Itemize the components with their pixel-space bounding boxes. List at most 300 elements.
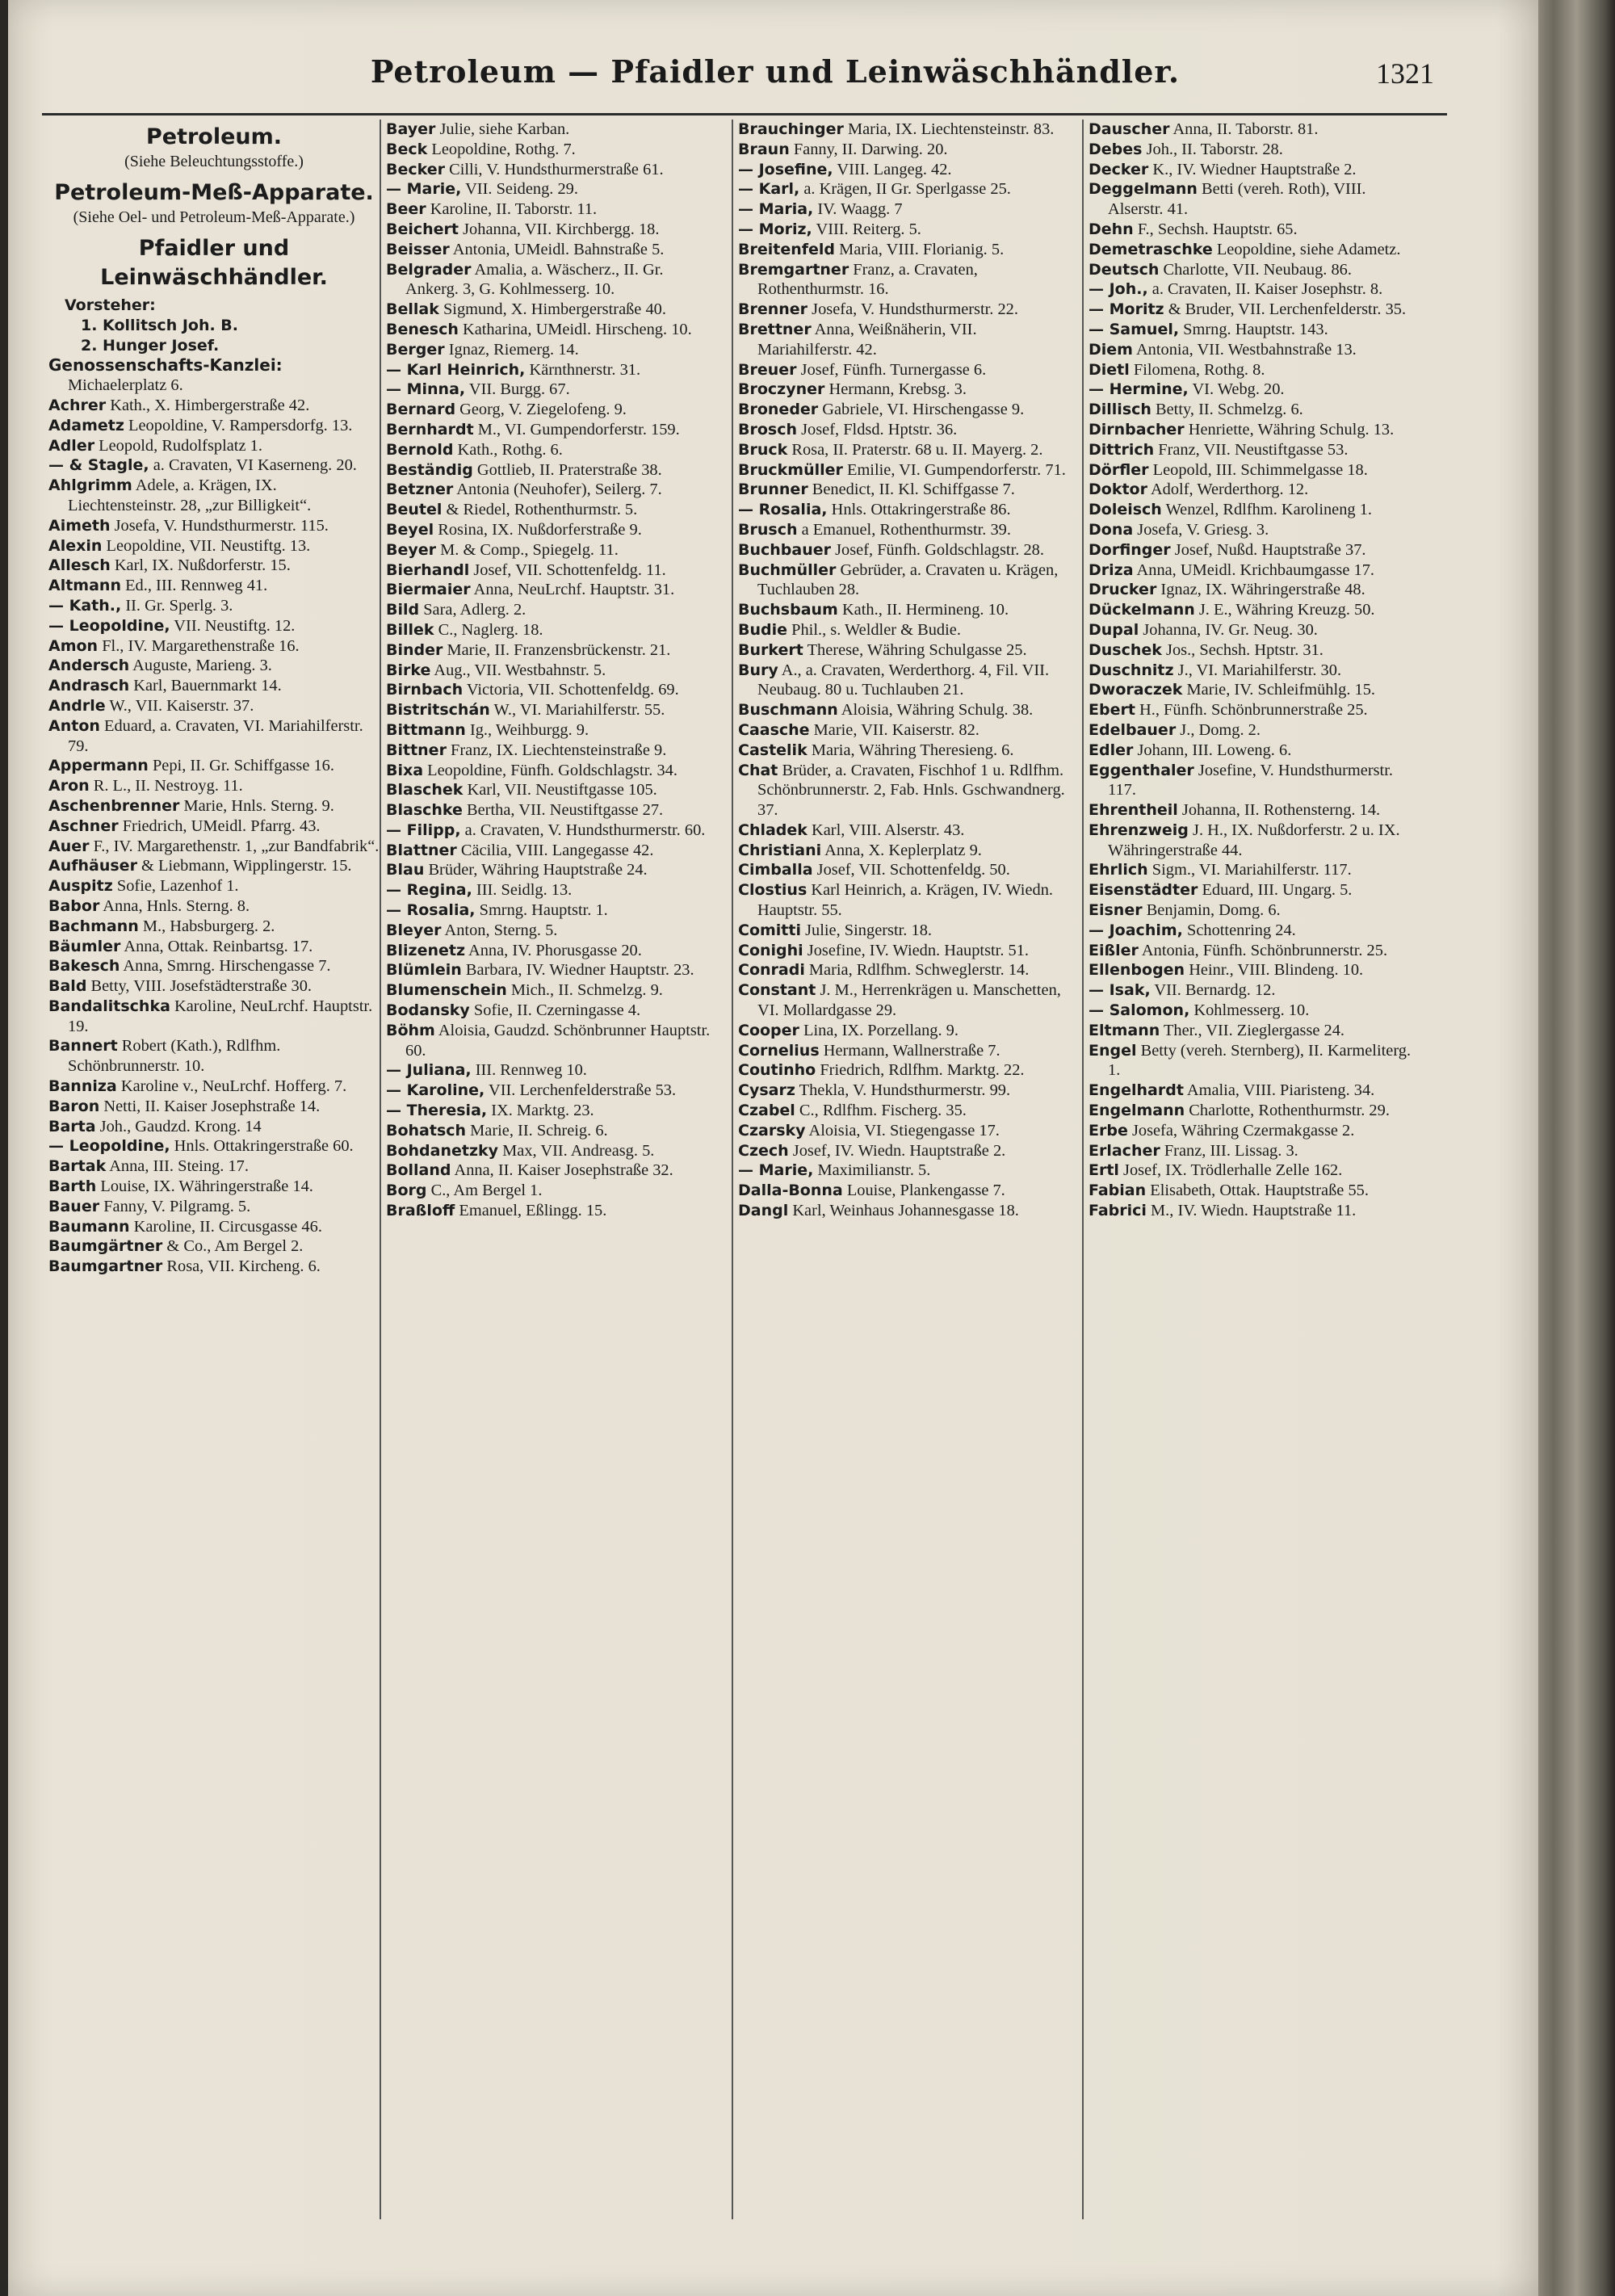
entry-details: C., Rdlfhm. Fischerg. 35. [795,1102,967,1120]
entry-name: Babor [48,896,100,915]
entry-name: Beutel [386,501,443,519]
directory-entry [48,956,380,976]
directory-entry [386,900,717,921]
entry-name: Anton [48,716,100,735]
entry-details: Josef, Fldsd. Hptstr. 36. [797,420,958,439]
entry-details: Leopoldine, VII. Neustiftg. 13. [102,536,311,555]
entry-name: Baumann [48,1217,130,1236]
entry-name: Bernold [386,440,454,459]
entry-details: Josef, Fünfh. Goldschlagstr. 28. [831,540,1044,559]
directory-entry [738,860,1069,880]
entry-name: Bäumler [48,937,121,955]
entry-details: VIII. Reiterg. 5. [812,220,921,238]
entry-details: Benjamin, Domg. 6. [1142,901,1281,920]
entry-details: Robert (Kath.), Rdlfhm. Schönbrunnerstr. 10. [68,1037,281,1076]
directory-entry [1089,980,1420,1001]
directory-entry [386,700,717,720]
entry-details: Karl, Weinhaus Johannesgasse 18. [788,1202,1019,1220]
directory-entry [386,880,717,900]
directory-entry [738,921,1069,941]
directory-entry [1089,460,1420,481]
entry-details: Henriette, Währing Schulg. 13. [1184,420,1395,439]
entry-name: Bittner [386,741,447,759]
entry-details: a. Krägen, II Gr. Sperlgasse 25. [799,180,1011,199]
entry-details: Therese, Währing Schulgasse 25. [803,640,1027,659]
entry-name: — Juliana, [386,1061,472,1080]
entry-details: IV. Waagg. 7 [813,200,903,219]
entry-name: Beisser [386,240,450,258]
entry-name: Bodansky [386,1001,470,1020]
entry-name: Duschek [1089,640,1162,659]
entry-name: Böhm [386,1021,435,1039]
entry-details: Sigm., VI. Mariahilferstr. 117. [1147,861,1352,879]
entry-name: Auspitz [48,877,113,896]
entry-name: Demetraschke [1089,240,1213,258]
entry-details: Amalia, VIII. Piaristeng. 34. [1183,1081,1375,1100]
directory-entry [48,776,380,796]
entry-name: Baron [48,1097,100,1115]
entry-name: Budie [738,620,788,639]
entry-details: Gottlieb, II. Praterstraße 38. [472,460,662,479]
entry-details: Marie, II. Franzensbrückenstr. 21. [443,640,671,659]
entry-name: — Hermine, [1089,380,1189,399]
entry-details: Antonia, UMeidl. Bahnstraße 5. [449,240,665,258]
entry-details: Adolf, Werderthorg. 12. [1147,481,1309,499]
entry-name: Dietl [1089,360,1130,379]
entry-name: Beyer [386,540,437,559]
directory-entry [386,941,717,961]
entry-details: Josef, Fünfh. Turnergasse 6. [796,360,987,379]
entry-name: Allesch [48,556,111,575]
entry-details: Rosa, II. Praterstr. 68 u. II. Mayerg. 2. [787,440,1043,459]
directory-entry [386,340,717,360]
column-divider [732,120,733,2219]
entry-details: Marie, II. Schreig. 6. [466,1121,608,1140]
entry-details: W., VII. Kaiserstr. 37. [105,696,254,715]
entry-details: Kohlmesserg. 10. [1189,1001,1310,1020]
entry-details: Bertha, VII. Neustiftgasse 27. [462,801,664,820]
directory-entry [738,941,1069,961]
directory-entry [1089,941,1420,961]
entry-details: M., Habsburgerg. 2. [138,917,275,935]
entry-details: Brüder, Währing Hauptstraße 24. [424,861,648,879]
directory-entry [386,160,717,180]
entry-details: Barbara, IV. Wiedner Hauptstr. 23. [461,961,694,980]
entry-details: Pepi, II. Gr. Schiffgasse 16. [148,757,334,775]
entry-name: Bruck [738,440,788,459]
entry-details: Marie, IV. Schleifmühlg. 15. [1182,681,1376,699]
directory-entry [48,455,380,476]
directory-entry [1089,1101,1420,1121]
directory-entry [1089,600,1420,620]
entry-details: Betty (vereh. Sternberg), II. Karmeliterg. 1. [1108,1041,1412,1080]
entry-name: Amon [48,636,99,655]
entry-details: Karoline, NeuLrchf. Hauptstr. 19. [68,997,373,1035]
directory-entry [1089,1141,1420,1161]
entry-details: Johanna, VII. Kirchbergg. 18. [459,220,660,238]
entry-details: Josefa, V. Hundsthurmerstr. 22. [808,300,1018,319]
directory-entry [386,780,717,800]
entry-details: a. Cravaten, II. Kaiser Josephstr. 8. [1147,280,1383,299]
directory-entry [48,676,380,696]
entry-details: Josef, IV. Wiedn. Hauptstraße 2. [788,1141,1006,1160]
entry-name: Dörfler [1089,460,1149,479]
entry-details: Franz, IX. Liechtensteinstraße 9. [446,741,667,759]
entry-name: Constant [738,981,816,1000]
directory-entry [738,980,1069,1021]
directory-entry [738,420,1069,440]
entry-details: & Bruder, VII. Lerchenfelderstr. 35. [1164,300,1407,319]
entry-details: A., a. Cravaten, Werderthorg. 4, Fil. VII. Neubaug. 80 u. Tuchlauben 21. [757,661,1050,699]
directory-entry [1089,140,1420,160]
entry-details: Lina, IX. Porzellang. 9. [799,1021,959,1039]
directory-entry [738,220,1069,240]
directory-entry [386,500,717,520]
office-heading: Genossenschafts-Kanzlei: [48,355,283,376]
entry-details: Franz, a. Cravaten, Rothenthurmstr. 16. [757,260,978,299]
directory-entry [386,761,717,781]
entry-name: — Rosalia, [738,501,828,519]
entry-name: Bandalitschka [48,997,170,1015]
entry-name: Blümlein [386,961,462,980]
directory-entry [1089,560,1420,581]
directory-entry [1089,220,1420,240]
directory-entry [1089,1021,1420,1041]
entry-name: Breuer [738,360,797,379]
entry-name: Dona [1089,520,1134,539]
entry-details: Anna, NeuLrchf. Hauptstr. 31. [470,581,675,599]
directory-entry [48,756,380,776]
entry-details: & Riedel, Rothenthurmstr. 5. [442,501,638,519]
directory-entry [1089,661,1420,681]
board-member: 1. Kollitsch Joh. B. [81,316,239,334]
entry-name: Brenner [738,300,808,319]
directory-entry [48,837,380,857]
directory-entry [738,1060,1069,1081]
entry-details: a. Cravaten, VI Kaserneng. 20. [149,456,357,475]
entry-details: IX. Marktg. 23. [487,1102,594,1120]
entry-name: Ahlgrimm [48,476,132,495]
entry-name: Alexin [48,536,103,555]
directory-entry [738,1121,1069,1141]
entry-name: Baumgärtner [48,1237,163,1256]
directory-entry [48,1077,380,1097]
entry-details: Maria, Währing Theresieng. 6. [807,741,1014,759]
entry-name: Edelbauer [1089,720,1177,739]
entry-name: Andrle [48,696,106,715]
directory-entry [738,240,1069,260]
entry-name: Chat [738,761,778,779]
entry-list [386,120,717,1221]
directory-entry [738,880,1069,921]
directory-entry [738,1181,1069,1201]
entry-name: Brauchinger [738,120,844,138]
entry-details: VII. Lerchenfelderstraße 53. [484,1081,677,1100]
entry-name: Breitenfeld [738,240,836,258]
entry-name: Biermaier [386,581,471,599]
directory-entry [738,620,1069,640]
entry-details: Joh., II. Taborstr. 28. [1142,140,1283,158]
entry-name: Dückelmann [1089,601,1195,619]
directory-entry [1089,260,1420,280]
entry-list [738,120,1069,1221]
entry-details: Kath., II. Hermineng. 10. [837,601,1009,619]
entry-details: J. M., Herrenkrägen u. Manschetten, VI. Mollardgasse 29. [757,981,1061,1020]
directory-entry [1089,1041,1420,1081]
directory-entry [48,636,380,657]
directory-entry [48,937,380,957]
directory-entry [738,140,1069,160]
entry-name: Bleyer [386,921,442,939]
entry-name: Buchmüller [738,560,837,579]
entry-name: Cornelius [738,1041,820,1060]
entry-name: Eisenstädter [1089,881,1198,900]
directory-entry [738,199,1069,220]
entry-name: Decker [1089,160,1149,178]
entry-details: Josefa, V. Griesg. 3. [1133,520,1269,539]
directory-entry [386,680,717,700]
entry-name: Bild [386,601,420,619]
directory-entry [386,640,717,661]
directory-entry [1089,700,1420,720]
entry-name: Benesch [386,320,459,338]
entry-details: Karoline, II. Circusgasse 46. [129,1217,322,1236]
directory-entry [386,1081,717,1101]
entry-details: Maria, VIII. Florianig. 5. [835,240,1005,258]
entry-details: Marie, Hnls. Sterng. 9. [179,796,334,815]
entry-name: Beck [386,140,428,158]
entry-name: Bauer [48,1197,100,1215]
directory-entry [1089,640,1420,661]
directory-entry [386,540,717,560]
entry-details: Sofie, Lazenhof 1. [112,877,239,896]
entry-details: Ignaz, IX. Währingerstraße 48. [1156,581,1365,599]
entry-name: — Regina, [386,881,472,900]
directory-entry [1089,580,1420,600]
entry-name: Bayer [386,120,436,138]
entry-name: Beständig [386,460,473,479]
directory-entry [1089,380,1420,400]
entry-details: Karoline, II. Taborstr. 11. [426,200,598,219]
directory-entry [48,876,380,896]
entry-details: C., Naglerg. 18. [434,620,543,639]
running-title: Petroleum — Pfaidler und Leinwäschhändler. [370,53,1181,90]
entry-details: Netti, II. Kaiser Josephstraße 14. [99,1097,321,1115]
entry-name: — Karl Heinrich, [386,360,526,379]
directory-entry [48,1136,380,1156]
directory-entry [738,300,1069,320]
entry-name: — Joachim, [1089,921,1183,939]
entry-name: Caasche [738,720,810,739]
entry-name: Doktor [1089,481,1147,499]
entry-name: Castelik [738,741,808,759]
entry-details: Katharina, UMeidl. Hirscheng. 10. [458,320,692,338]
directory-entry [48,576,380,596]
directory-entry [48,997,380,1037]
entry-details: Josefine, V. Hundsthurmerstr. 117. [1108,761,1393,800]
entry-name: — Karoline, [386,1081,485,1100]
entry-details: Ig., Weihburgg. 9. [465,720,589,739]
directory-entry [386,260,717,300]
directory-entry [738,500,1069,520]
entry-details: K., IV. Wiedner Hauptstraße 2. [1148,160,1357,178]
entry-name: Dillisch [1089,401,1151,419]
entry-name: Bannert [48,1037,118,1056]
entry-details: VII. Seideng. 29. [461,180,578,199]
entry-name: — Isak, [1089,981,1151,1000]
entry-name: Burkert [738,640,803,659]
entry-details: a. Cravaten, V. Hundsthurmerstr. 60. [460,821,706,839]
directory-entry [386,1101,717,1121]
entry-details: Rosa, VII. Kircheng. 6. [162,1257,321,1276]
entry-details: Wenzel, Rdlfhm. Karolineng 1. [1161,501,1373,519]
directory-entry [48,816,380,837]
entry-details: Anna, Ottak. Reinbartsg. 17. [120,937,313,955]
directory-entry [48,656,380,676]
entry-details: Franz, VII. Neustiftgasse 53. [1154,440,1349,459]
entry-name: Betzner [386,481,454,499]
entry-name: Altmann [48,577,121,595]
entry-details: Leopoldine, Fünfh. Goldschlagstr. 34. [423,761,677,779]
directory-entry [48,696,380,716]
entry-details: Josefine, IV. Wiedn. Hauptstr. 51. [803,941,1030,959]
entry-details: Karl, IX. Nußdorferstr. 15. [110,556,291,575]
directory-entry [386,300,717,320]
entry-name: Bernard [386,401,456,419]
entry-name: Dauscher [1089,120,1170,138]
entry-name: — Filipp, [386,821,461,839]
directory-entry [48,856,380,876]
directory-entry [48,1036,380,1077]
directory-entry [1089,400,1420,420]
entry-name: Brunner [738,481,808,499]
entry-details: Charlotte, VII. Neubaug. 86. [1159,260,1352,279]
directory-entry [738,380,1069,400]
entry-name: Braun [738,140,790,158]
entry-details: Josefa, Währing Czermakgasse 2. [1127,1121,1355,1140]
directory-entry [1089,520,1420,540]
entry-name: Edler [1089,741,1134,759]
entry-name: Ertl [1089,1161,1119,1180]
entry-name: Coutinho [738,1061,816,1080]
directory-entry [738,260,1069,300]
directory-entry [48,716,380,757]
entry-name: Bistritschán [386,701,490,720]
entry-details: Friedrich, Rdlfhm. Marktg. 22. [816,1061,1025,1080]
entry-name: Becker [386,160,446,178]
entry-details: Sofie, II. Czerningasse 4. [469,1001,641,1020]
entry-details: R. L., II. Nestroyg. 11. [89,777,243,795]
entry-name: Borg [386,1182,427,1200]
entry-name: Driza [1089,560,1134,579]
entry-name: Eisner [1089,901,1143,920]
directory-entry [48,516,380,536]
entry-details: Johanna, II. Rothensterng. 14. [1177,801,1381,820]
entry-name: Brusch [738,520,798,539]
column-divider [1082,120,1084,2219]
entry-name: Beichert [386,220,459,238]
entry-details: Heinr., VIII. Blindeng. 10. [1185,961,1364,980]
entry-details: J., VI. Mariahilferstr. 30. [1173,661,1342,679]
entry-details: VII. Neustiftg. 12. [170,616,296,635]
entry-details: Maria, Rdlfhm. Schweglerstr. 14. [804,961,1030,980]
entry-name: Dupal [1089,620,1139,639]
entry-details: F., Sechsh. Hauptstr. 65. [1133,220,1298,238]
entry-name: — Maria, [738,200,814,219]
entry-name: Brettner [738,320,812,338]
entry-details: & Liebmann, Wipplingerstr. 15. [136,857,352,875]
entry-details: Anna, IV. Phorusgasse 20. [465,941,642,959]
directory-entry [738,1041,1069,1061]
entry-name: Banniza [48,1077,117,1096]
entry-name: Broczyner [738,380,825,399]
directory-entry [386,720,717,741]
entry-name: Cimballa [738,861,813,879]
directory-entry [1089,240,1420,260]
entry-details: Smrng. Hauptstr. 1. [475,901,608,920]
entry-name: Blaschke [386,801,463,820]
directory-entry [48,596,380,616]
directory-entry [1089,1181,1420,1201]
entry-name: — Leopoldine, [48,1137,170,1156]
entry-details: Josef, VII. Schottenfeldg. 11. [469,560,666,579]
entry-details: III. Rennweg 10. [471,1061,587,1080]
entry-name: Dirnbacher [1089,420,1185,439]
entry-details: Karoline v., NeuLrchf. Hofferg. 7. [116,1077,347,1096]
directory-entry [48,896,380,917]
entry-name: Bury [738,661,778,679]
entry-name: Bierhandl [386,560,470,579]
entry-name: Cooper [738,1021,799,1039]
entry-details: Leopoldine, Rothg. 7. [427,140,576,158]
entry-details: J. E., Währing Kreuzg. 50. [1194,601,1375,619]
directory-entry [386,620,717,640]
directory-entry [386,741,717,761]
directory-entry [1089,480,1420,500]
entry-details: Anna, III. Steing. 17. [106,1157,249,1176]
entry-details: Karl Heinrich, a. Krägen, IV. Wiedn. Hauptstr. 55. [757,881,1054,920]
entry-name: Drucker [1089,581,1157,599]
entry-name: Engelhardt [1089,1081,1184,1100]
book-gutter [1538,0,1615,2296]
entry-details: Ignaz, Riemerg. 14. [444,340,579,359]
directory-entry [738,841,1069,861]
entry-name: Conighi [738,941,803,959]
entry-name: Bohatsch [386,1121,467,1140]
entry-name: Bernhardt [386,420,474,439]
entry-name: Bolland [386,1161,451,1180]
entry-details: F., IV. Margarethenstr. 1, „zur Bandfabrik“. [89,837,380,855]
directory-entry [1089,300,1420,320]
entry-name: Dehn [1089,220,1134,238]
entry-details: Anna, Smrng. Hirschengasse 7. [120,957,331,976]
directory-entry [1089,179,1420,220]
entry-details: Leopold, Rudolfsplatz 1. [94,436,262,455]
entry-name: Dworaczek [1089,681,1183,699]
entry-details: Phil., s. Weldler & Budie. [787,620,961,639]
entry-name: — Joh., [1089,280,1148,299]
entry-name: Aron [48,777,90,795]
directory-entry [738,440,1069,460]
entry-details: Schottenring 24. [1182,921,1296,939]
directory-entry [386,320,717,340]
directory-entry [386,460,717,481]
entry-name: Adametz [48,416,124,434]
directory-entry [386,800,717,821]
entry-name: — Kath., [48,596,122,615]
directory-entry [386,420,717,440]
entry-name: Buchbauer [738,540,832,559]
